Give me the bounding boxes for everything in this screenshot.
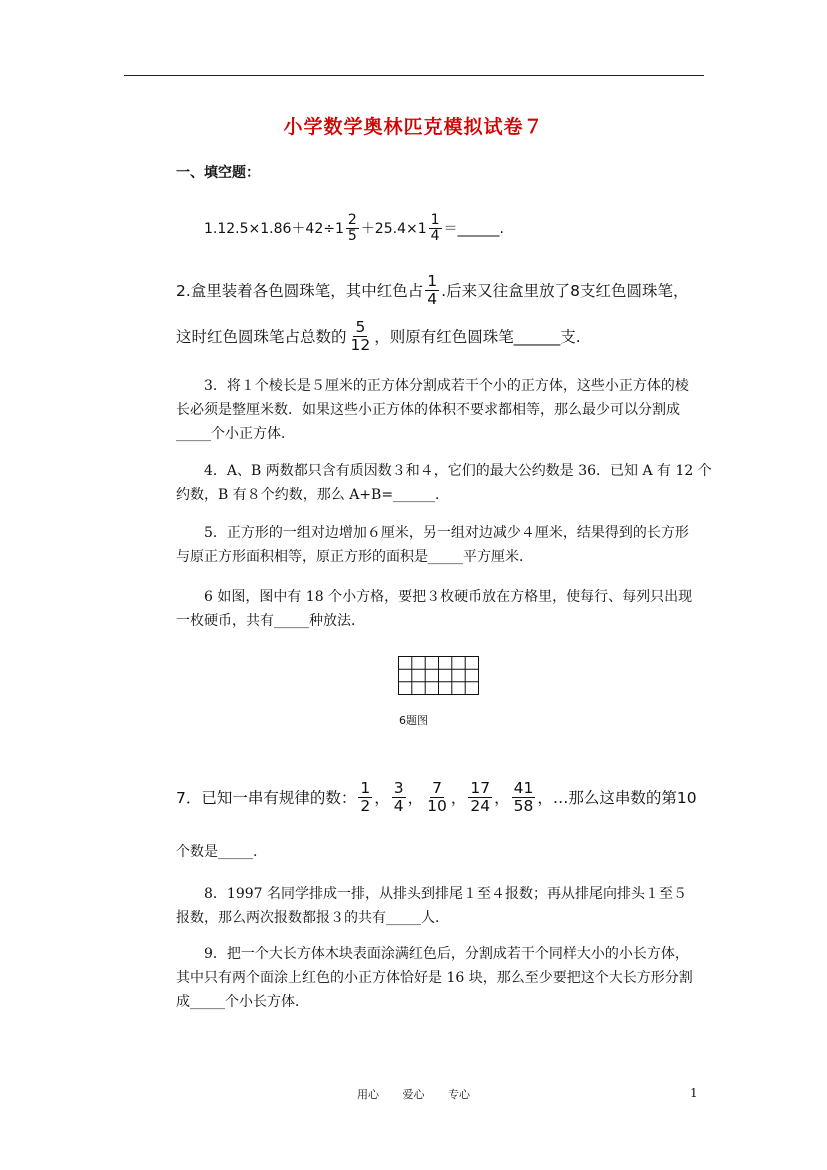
- q1-prefix: 1.12.5×1.86＋42÷1: [204, 221, 344, 237]
- q7-fraction: [358, 780, 372, 814]
- q9-line-2: 其中只有两个面涂上红色的小正方体恰好是 16 块，那么至少要把这个大长方形分割: [176, 970, 693, 986]
- question-6: [176, 585, 716, 633]
- question-8: [176, 882, 716, 930]
- q7-sep: ，: [450, 789, 467, 807]
- q7-den: 10: [427, 796, 447, 815]
- q7-num: 3: [393, 779, 404, 798]
- question-2-line-2: [176, 316, 581, 356]
- q7-prefix: 7．已知一串有规律的数：: [176, 789, 357, 807]
- q7-num: 7: [432, 779, 442, 798]
- q7-fraction: [468, 780, 492, 814]
- q7-num: 41: [513, 779, 534, 798]
- q2-line1-post: .后来又往盒里放了8支红色圆珠笔，: [441, 282, 689, 300]
- q2-frac2-num: 5: [355, 318, 366, 337]
- q7-fraction: [512, 780, 536, 814]
- q2-line1-pre: 2.盒里装着各色圆珠笔，其中红色占: [176, 282, 424, 300]
- q6-line-2: 一枚硬币，共有_____种放法．: [176, 613, 365, 629]
- q3-line-3: _____个小正方体．: [176, 426, 295, 442]
- header-rule: [124, 75, 704, 76]
- q7-den: 4: [393, 796, 404, 815]
- q2-fraction-1: [425, 273, 439, 307]
- q9-line-1: 9．把一个大长方体木块表面涂满红色后，分割成若干个同样大小的小长方体，: [204, 946, 689, 962]
- page-number: 1: [690, 1086, 698, 1100]
- q1-frac1-den: 5: [347, 227, 357, 244]
- q1-fraction-1: [346, 213, 359, 243]
- question-5: [176, 521, 716, 569]
- q8-line-2: 报数，那么两次报数都报３的共有_____人．: [176, 910, 449, 926]
- question-1: [204, 212, 504, 244]
- q2-frac1-den: 4: [427, 289, 438, 308]
- question-3: [176, 374, 716, 446]
- q7-den: 24: [470, 796, 491, 815]
- page-footer: [0, 1086, 827, 1102]
- q1-frac2-num: 1: [430, 211, 440, 228]
- q7-sep: ，: [374, 789, 390, 807]
- q3-line-1: 3．将１个棱长是５厘米的正方体分割成若干个小的正方体，这些小正方体的棱: [204, 378, 689, 394]
- q2-frac2-den: 12: [350, 335, 371, 354]
- q7-den: 2: [360, 796, 371, 815]
- q6-line-1: 6 如图，图中有 18 个小方格，要把３枚硬币放在方格里，使每行、每列只出现: [204, 589, 693, 605]
- q7-num: 17: [470, 779, 491, 798]
- grid-figure: [398, 656, 480, 696]
- q7-fraction-list: [356, 780, 537, 814]
- q4-line-2: 约数，B 有８个约数，那么 A+B=______．: [176, 487, 450, 503]
- q5-line-2: 与原正方形面积相等，原正方形的面积是_____平方厘米．: [176, 549, 533, 565]
- footer-text-1: 用心: [357, 1088, 379, 1101]
- q1-frac2-den: 4: [430, 227, 440, 244]
- q7-den: 58: [513, 796, 534, 815]
- q1-frac1-num: 2: [347, 211, 357, 228]
- q2-fraction-2: [349, 319, 373, 353]
- q7-suffix: ，…那么这串数的第10: [537, 789, 697, 807]
- question-4: [176, 459, 716, 507]
- q9-line-3: 成_____个小长方体．: [176, 994, 309, 1010]
- q7-fraction: [392, 780, 406, 814]
- q2-frac1-num: 1: [427, 272, 438, 291]
- q4-line-1: 4．A、B 两数都只含有质因数３和４，它们的最大公约数是 36．已知 A 有 12 个: [204, 463, 712, 479]
- q2-line2-pre: 这时红色圆珠笔占总数的: [176, 328, 347, 346]
- page-title: 小学数学奥林匹克模拟试卷７: [283, 116, 544, 138]
- q7-fraction: [425, 780, 449, 814]
- section-title: 一、填空题：: [176, 165, 260, 181]
- question-9: [176, 942, 716, 1014]
- figure-caption: 6题图: [399, 714, 428, 727]
- q2-line2-post: ，则原有红色圆珠笔______支.: [374, 328, 581, 346]
- q3-line-2: 长必须是整厘米数．如果这些小正方体的体积不要求都相等，那么最少可以分割成: [176, 402, 680, 418]
- q7-sep: ，: [494, 789, 510, 807]
- question-7-line-1: [176, 774, 697, 820]
- q5-line-1: 5．正方形的一组对边增加６厘米，另一组对边减少４厘米，结果得到的长方形: [204, 525, 689, 541]
- footer-text-3: 专心: [448, 1088, 470, 1101]
- q1-suffix: ＝______.: [443, 221, 504, 237]
- q7-num: 1: [360, 779, 371, 798]
- q8-line-1: 8．1997 名同学排成一排，从排头到排尾１至４报数；再从排尾向排头１至５: [204, 886, 687, 902]
- footer-text-2: 爱心: [402, 1088, 425, 1101]
- q1-fraction-2: [429, 213, 442, 243]
- question-2-line-1: [176, 270, 688, 310]
- q1-mid: ＋25.4×1: [360, 221, 427, 237]
- q7-sep: ，: [407, 789, 424, 807]
- question-7-line-2: 个数是_____.: [176, 844, 258, 860]
